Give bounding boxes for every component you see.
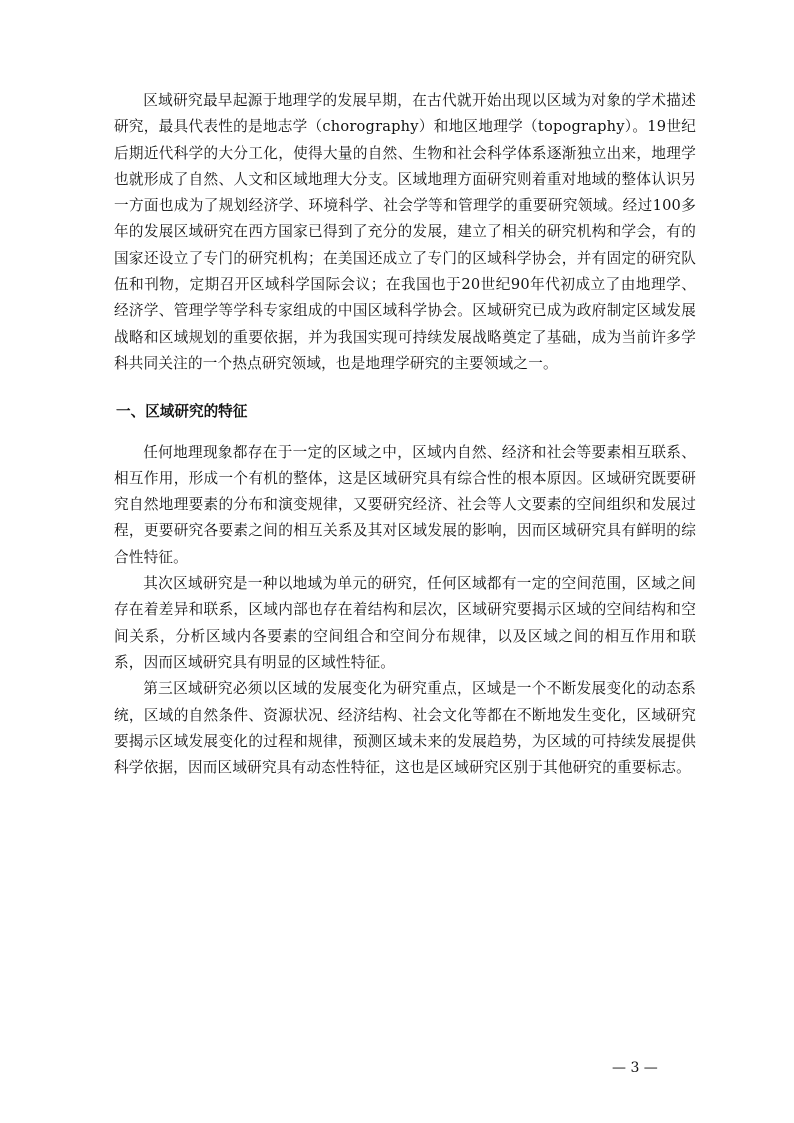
page-number: — 3 — [612,1060,658,1076]
paragraph-2: 其次区域研究是一种以地域为单元的研究，任何区域都有一定的空间范围，区域之间存在着差异和联系，区域内部也存在着结构和层次，区域研究要揭示区域的空间结构和空间关系，分析区域内各要素的空间组合和空间分布规律，以及区域之间的相互作用和联系，因而区域研究具有明显的区域性特征。 [114,575,696,671]
section-heading: 一、区域研究的特征 [116,403,248,421]
paragraph-1: 任何地理现象都存在于一定的区域之中，区域内自然、经济和社会等要素相互联系、相互作用，形成一个有机的整体，这是区域研究具有综合性的根本原因。区域研究既要研究自然地理要素的分布和演变规律，又要研究经济、社会等人文要素的空间组织和发展过程，更要研究各要素之间的相互关系及其对区域发展的影响，因而区域研究具有鲜明的综合性特征。 [114,443,696,566]
paragraph-3: 第三区域研究必须以区域的发展变化为研究重点，区域是一个不断发展变化的动态系统，区域的自然条件、资源状况、经济结构、社会文化等都在不断地发生变化，区域研究要揭示区域发展变化的过程和规律，预测区域未来的发展趋势，为区域的可持续发展提供科学依据，因而区域研究具有动态性特征，这也是区域研究区别于其他研究的重要标志。 [114,680,696,777]
body-text [114,88,696,781]
paragraph-intro: 区域研究最早起源于地理学的发展早期，在古代就开始出现以区域为对象的学术描述研究，最具代表性的是地志学（chorography）和地区地理学（topography）。19世纪后期近代科学的大分工化，使得大量的自然、生物和社会科学体系逐渐独立出来，地理学也就形成了自然、人文和区域地理大分支。区域地理方面研究则着重对地域的整体认识另一方面也成为了规划经济学、环境科学、社会学等和管理学的重要研究领域。经过100多年的发展区域研究在西方国家已得到了充分的发展，建立了相关的研究机构和学会，有的国家还设立了专门的研究机构；在美国还成立了专门的区域科学协会，并有固定的研究队伍和刊物，定期召开区域科学国际会议；在我国也于20世纪90年代初成立了由地理学、经济学、管理学等学科专家组成的中国区域科学协会。区域研究已成为政府制定区域发展战略和区域规划的重要依据，并为我国实现可持续发展战略奠定了基础，成为当前许多学科共同关注的一个热点研究领域，也是地理学研究的主要领域之一。 [114,92,696,372]
